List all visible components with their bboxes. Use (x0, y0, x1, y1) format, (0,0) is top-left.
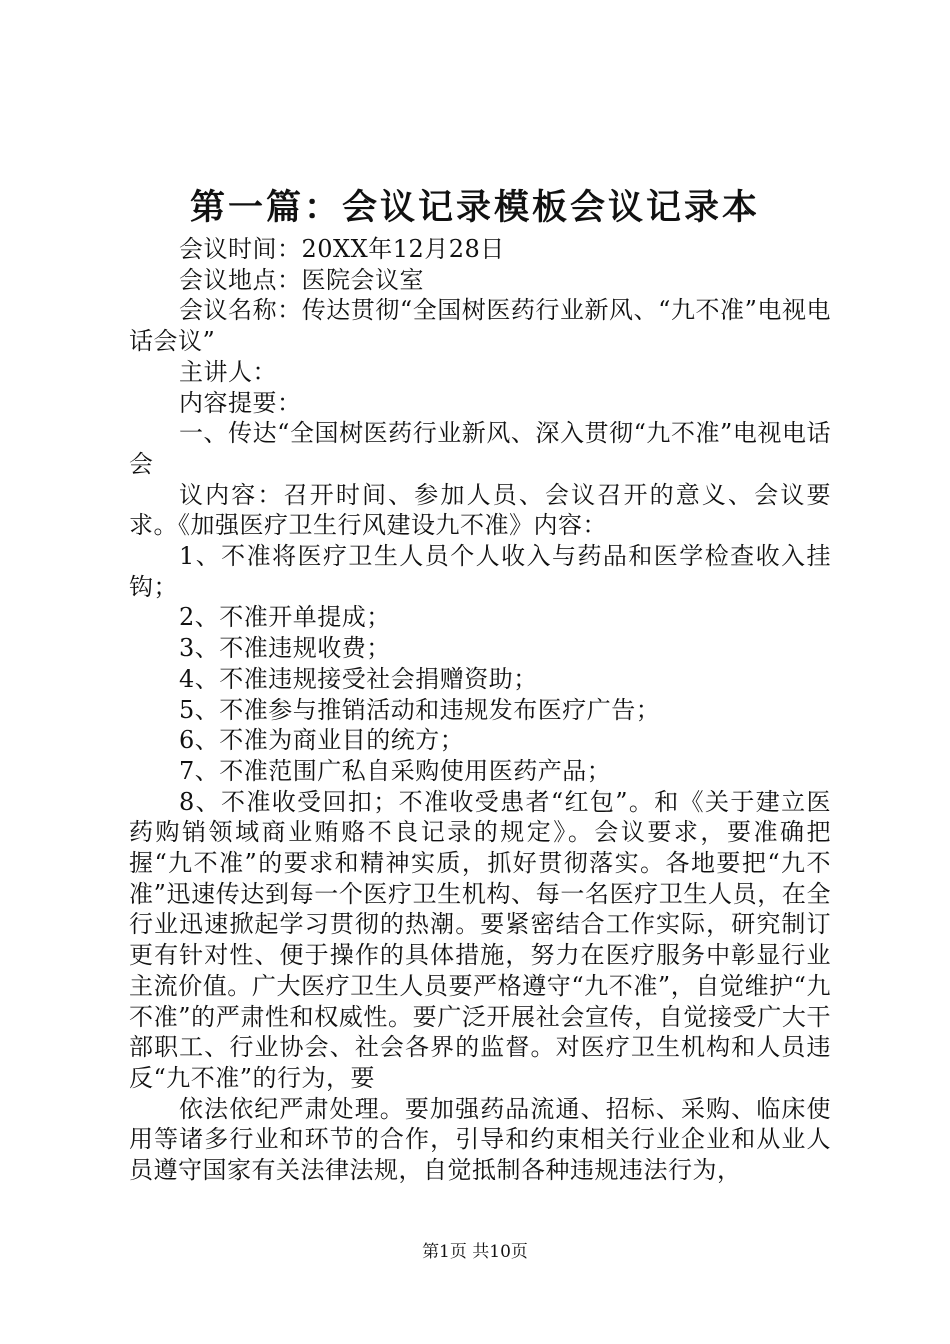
rule-item-6: 6、不准为商业目的统方； (179, 726, 465, 755)
summary-heading: 内容提要： (179, 388, 302, 417)
page-footer: 第1页 共10页 (422, 1242, 528, 1262)
document-title: 第一篇：会议记录模板会议记录本 (189, 187, 760, 228)
speaker: 主讲人： (179, 357, 277, 386)
meeting-time: 会议时间：20XX年12月28日 (179, 235, 505, 263)
meeting-location: 会议地点：医院会议室 (179, 265, 424, 294)
rule-item-4: 4、不准违规接受社会捐赠资助； (179, 664, 538, 693)
summary-item-1: 一、传达“全国树医药行业新风、深入贯彻“九不准”电视电话会 (129, 419, 831, 478)
meeting-content: 议内容：召开时间、参加人员、会议召开的意义、会议要求。《加强医疗卫生行风建设九不准》内容： (129, 480, 831, 540)
rule-item-3: 3、不准违规收费； (179, 634, 391, 663)
rule-item-7: 7、不准范围广私自采购使用医药产品； (179, 756, 612, 785)
rule-item-1: 1、不准将医疗卫生人员个人收入与药品和医学检查收入挂钩； (129, 542, 831, 601)
rule-item-8: 8、不准收受回扣；不准收受患者“红包”。和《关于建立医药购销领域商业贿赂不良记录的规定》。会议要求，要准确把握“九不准”的要求和精神实质，抓好贯彻落实。各地要把“九不准”迅速传达到每一个医疗卫生机构、每一名医疗卫生人员，在全行业迅速掀起学习贯彻的热潮。要紧密结合工作实际，研究制订更有针对性、便于操作的具体措施，努力在医疗服务中彰显行业主流价值。广大医疗卫生人员要严格遵守“九不准”，自觉维护“九不准”的严肃性和权威性。要广泛开展社会宣传，自觉接受广大干部职工、行业协会、社会各界的监督。对医疗卫生机构和人员违反“九不准”的行为，要 (129, 787, 831, 1092)
enforcement-paragraph: 依法依纪严肃处理。要加强药品流通、招标、采购、临床使用等诸多行业和环节的合作，引导和约束相关行业企业和从业人员遵守国家有关法律法规，自觉抵制各种违规违法行为， (129, 1094, 831, 1185)
document-body (129, 234, 831, 1186)
meeting-name: 会议名称：传达贯彻“全国树医药行业新风、“九不准”电视电话会议” (129, 296, 831, 356)
rule-item-2: 2、不准开单提成； (179, 603, 391, 632)
rule-item-5: 5、不准参与推销活动和违规发布医疗广告； (179, 695, 661, 724)
